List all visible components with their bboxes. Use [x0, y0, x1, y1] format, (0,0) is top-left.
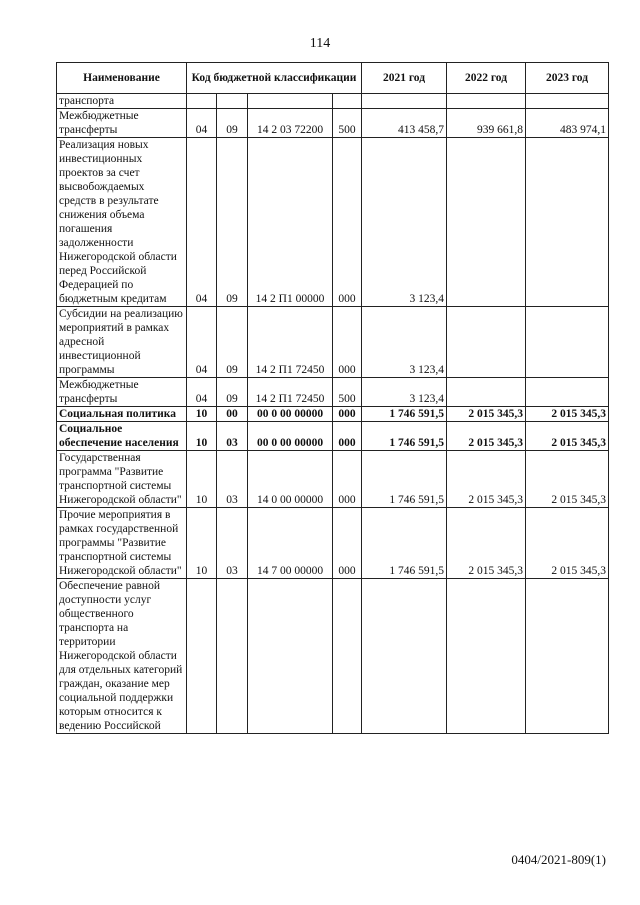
- cell-target-article: 14 2 03 72200: [248, 109, 333, 138]
- cell-name: Субсидии на реализацию мероприятий в рамках адресной инвестиционной программы: [57, 307, 187, 378]
- cell-2022: 2 015 345,3: [447, 508, 526, 579]
- cell-section: 10: [187, 508, 217, 579]
- cell-section: 10: [187, 407, 217, 422]
- table-row: [57, 378, 609, 407]
- cell-2022: [447, 378, 526, 407]
- cell-name: Социальная политика: [57, 407, 187, 422]
- cell-2023: 2 015 345,3: [526, 422, 609, 451]
- cell-2022: 2 015 345,3: [447, 422, 526, 451]
- cell-2021: 3 123,4: [362, 138, 447, 307]
- cell-target-article: [248, 579, 333, 734]
- cell-subsection: 00: [217, 407, 248, 422]
- cell-subsection: 03: [217, 451, 248, 508]
- cell-expense-type: 500: [333, 378, 362, 407]
- cell-2021: 3 123,4: [362, 378, 447, 407]
- cell-2022: [447, 579, 526, 734]
- cell-2022: [447, 138, 526, 307]
- table-row: [57, 422, 609, 451]
- cell-expense-type: [333, 579, 362, 734]
- cell-2023: [526, 138, 609, 307]
- cell-section: [187, 94, 217, 109]
- cell-expense-type: 500: [333, 109, 362, 138]
- budget-table: [56, 62, 609, 734]
- cell-target-article: 00 0 00 00000: [248, 422, 333, 451]
- cell-2023: 2 015 345,3: [526, 407, 609, 422]
- cell-2022: [447, 307, 526, 378]
- cell-target-article: 00 0 00 00000: [248, 407, 333, 422]
- cell-2023: [526, 94, 609, 109]
- page-number: 114: [309, 36, 331, 51]
- cell-2021: 1 746 591,5: [362, 407, 447, 422]
- cell-subsection: 03: [217, 508, 248, 579]
- header-2023: 2023 год: [526, 63, 609, 94]
- header-name: Наименование: [57, 63, 187, 94]
- cell-expense-type: 000: [333, 422, 362, 451]
- cell-section: 04: [187, 138, 217, 307]
- header-code: Код бюджетной классификации: [187, 63, 362, 94]
- cell-subsection: [217, 94, 248, 109]
- cell-subsection: [217, 579, 248, 734]
- cell-target-article: [248, 94, 333, 109]
- cell-section: 10: [187, 422, 217, 451]
- table-row: [57, 307, 609, 378]
- table-row: [57, 508, 609, 579]
- cell-2022: [447, 94, 526, 109]
- cell-target-article: 14 2 П1 72450: [248, 307, 333, 378]
- cell-name: Обеспечение равной доступности услуг общественного транспорта на территории Нижегородской области для отдельных категорий граждан, оказание мер социальной поддержки которым относится к ведению Российской: [57, 579, 187, 734]
- cell-2022: 2 015 345,3: [447, 451, 526, 508]
- table-row: [57, 138, 609, 307]
- cell-2023: 2 015 345,3: [526, 451, 609, 508]
- document-id: 0404/2021-809(1): [511, 852, 606, 867]
- table-row: [57, 94, 609, 109]
- cell-section: 10: [187, 451, 217, 508]
- cell-name: Межбюджетные трансферты: [57, 109, 187, 138]
- cell-2021: 1 746 591,5: [362, 451, 447, 508]
- cell-2021: 413 458,7: [362, 109, 447, 138]
- cell-expense-type: 000: [333, 508, 362, 579]
- cell-name: Межбюджетные трансферты: [57, 378, 187, 407]
- cell-2021: [362, 579, 447, 734]
- cell-name: транспорта: [57, 94, 187, 109]
- cell-2021: [362, 94, 447, 109]
- table-row: [57, 109, 609, 138]
- cell-expense-type: 000: [333, 307, 362, 378]
- cell-section: [187, 579, 217, 734]
- cell-2023: 2 015 345,3: [526, 508, 609, 579]
- cell-subsection: 03: [217, 422, 248, 451]
- cell-2021: 1 746 591,5: [362, 508, 447, 579]
- cell-subsection: 09: [217, 378, 248, 407]
- cell-section: 04: [187, 378, 217, 407]
- table-row: [57, 579, 609, 734]
- cell-expense-type: [333, 94, 362, 109]
- cell-target-article: 14 2 П1 72450: [248, 378, 333, 407]
- cell-2023: 483 974,1: [526, 109, 609, 138]
- header-2021: 2021 год: [362, 63, 447, 94]
- cell-target-article: 14 0 00 00000: [248, 451, 333, 508]
- cell-section: 04: [187, 109, 217, 138]
- table-row: [57, 407, 609, 422]
- cell-2022: 2 015 345,3: [447, 407, 526, 422]
- cell-expense-type: 000: [333, 451, 362, 508]
- cell-subsection: 09: [217, 109, 248, 138]
- cell-name: Государственная программа "Развитие транспортной системы Нижегородской области": [57, 451, 187, 508]
- cell-subsection: 09: [217, 307, 248, 378]
- table-row: [57, 451, 609, 508]
- header-2022: 2022 год: [447, 63, 526, 94]
- cell-name: Прочие мероприятия в рамках государственной программы "Развитие транспортной системы Нижегородской области": [57, 508, 187, 579]
- cell-name: Реализация новых инвестиционных проектов за счет высвобождаемых средств в результате снижения объема погашения задолженности Нижегородской области перед Российской Федерацией по бюджетным кредитам: [57, 138, 187, 307]
- cell-2022: 939 661,8: [447, 109, 526, 138]
- cell-2023: [526, 307, 609, 378]
- cell-expense-type: 000: [333, 407, 362, 422]
- cell-expense-type: 000: [333, 138, 362, 307]
- cell-2023: [526, 579, 609, 734]
- cell-2021: 3 123,4: [362, 307, 447, 378]
- cell-2023: [526, 378, 609, 407]
- cell-name: Социальное обеспечение населения: [57, 422, 187, 451]
- cell-target-article: 14 2 П1 00000: [248, 138, 333, 307]
- cell-2021: 1 746 591,5: [362, 422, 447, 451]
- cell-subsection: 09: [217, 138, 248, 307]
- table-header-row: [57, 63, 609, 94]
- cell-target-article: 14 7 00 00000: [248, 508, 333, 579]
- cell-section: 04: [187, 307, 217, 378]
